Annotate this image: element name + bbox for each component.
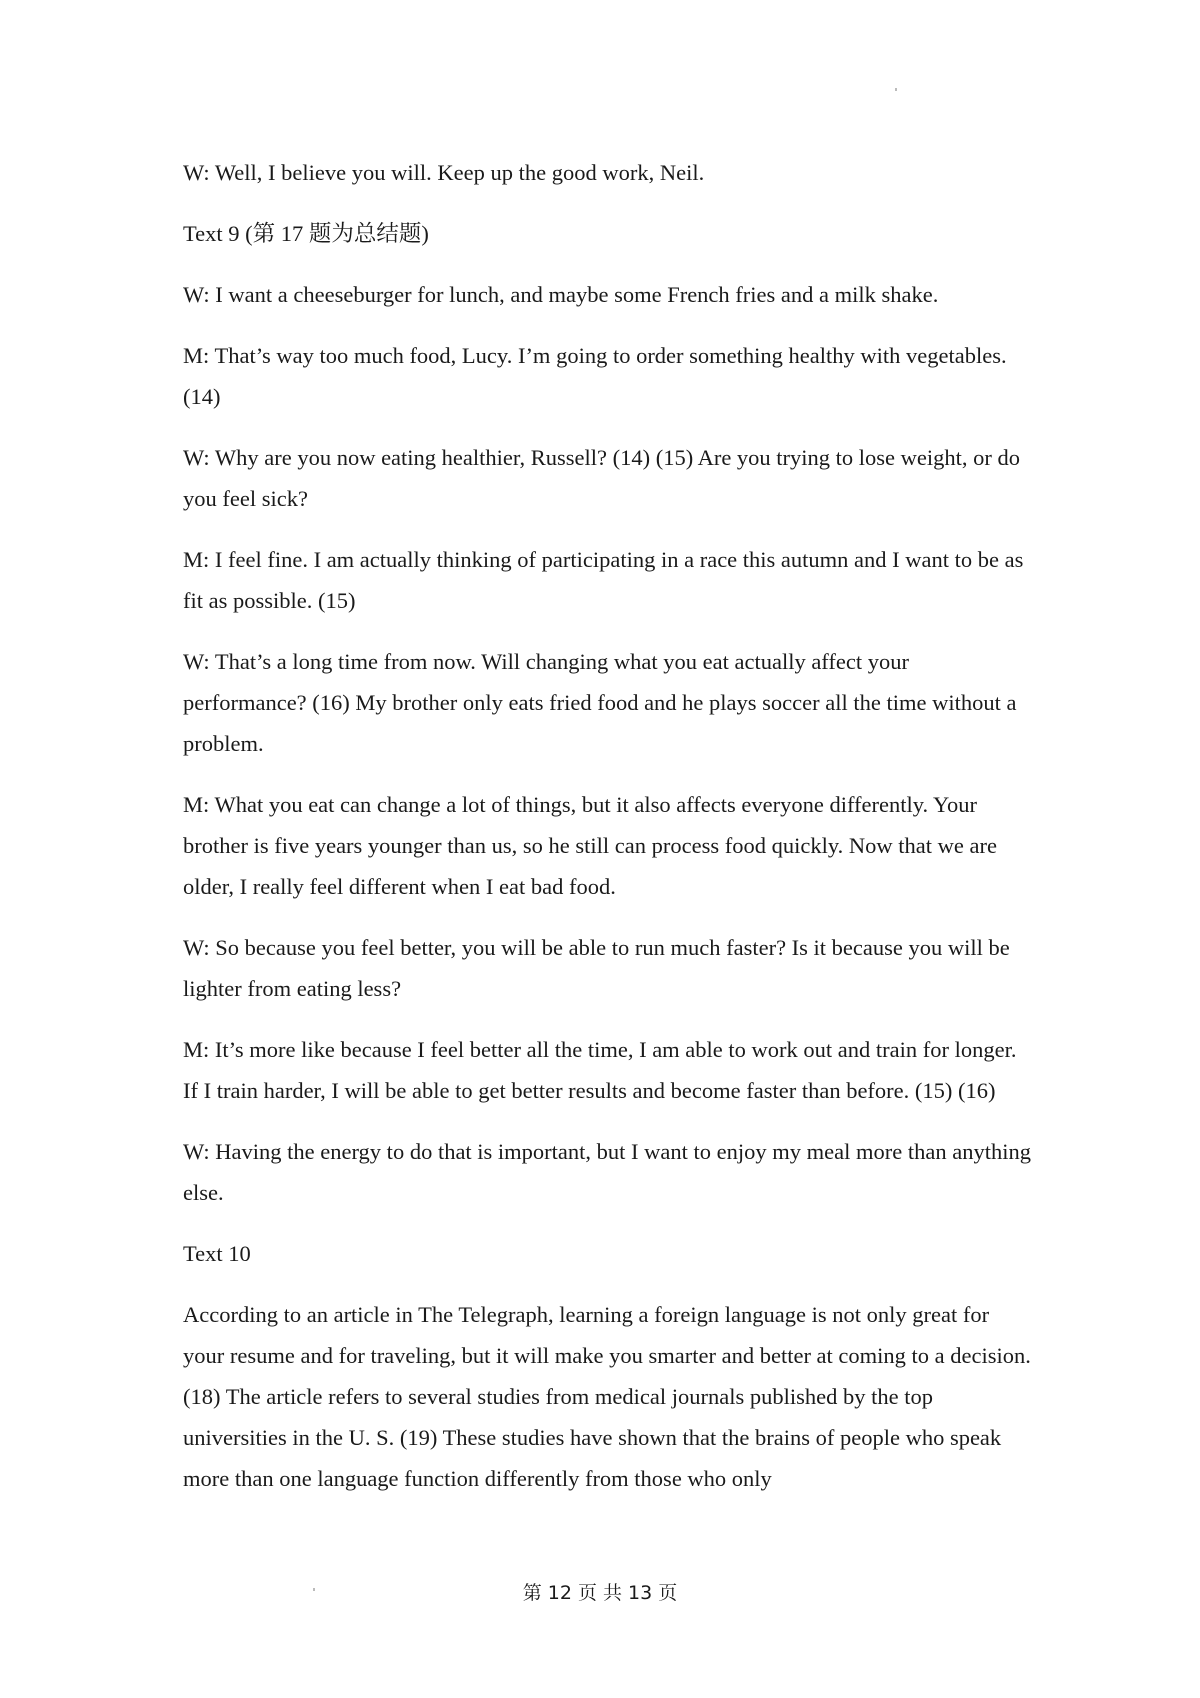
section-heading-text9: Text 9 (第 17 题为总结题) bbox=[183, 221, 429, 246]
dialogue-line: W: Well, I believe you will. Keep up the good work, Neil. bbox=[183, 160, 705, 185]
section-heading-text10: Text 10 bbox=[183, 1241, 251, 1266]
dialogue-line: M: That’s way too much food, Lucy. I’m going to order something healthy with vegetables. (14) bbox=[183, 343, 1007, 409]
page-number-footer: 第 12 页 共 13 页 bbox=[522, 1582, 678, 1604]
scan-speck bbox=[895, 88, 897, 91]
dialogue-line: W: Having the energy to do that is important, but I want to enjoy my meal more than anything else. bbox=[183, 1139, 1031, 1205]
document-body bbox=[183, 152, 1033, 1519]
dialogue-line: M: What you eat can change a lot of things, but it also affects everyone differently. Your brother is five years younger than us, so he still can process food quickly. Now that we are older, I really feel different when I eat bad food. bbox=[183, 792, 997, 899]
dialogue-line: M: I feel fine. I am actually thinking of participating in a race this autumn and I want to be as fit as possible. (15) bbox=[183, 547, 1024, 613]
dialogue-line: W: I want a cheeseburger for lunch, and maybe some French fries and a milk shake. bbox=[183, 282, 939, 307]
dialogue-line: W: Why are you now eating healthier, Russell? (14) (15) Are you trying to lose weight, or do you feel sick? bbox=[183, 445, 1021, 511]
dialogue-line: M: It’s more like because I feel better all the time, I am able to work out and train for longer. If I train harder, I will be able to get better results and become faster than before. (15) (16) bbox=[183, 1037, 1017, 1103]
passage-paragraph: According to an article in The Telegraph, learning a foreign language is not only great for your resume and for traveling, but it will make you smarter and better at coming to a decision. (18) The article refers to several studies from medical journals published by the top universities in the U. S. (19) These studies have shown that the brains of people who speak more than one language function differently from those who only bbox=[183, 1302, 1031, 1491]
dialogue-line: W: So because you feel better, you will be able to run much faster? Is it because you will be lighter from eating less? bbox=[183, 935, 1010, 1001]
dialogue-line: W: That’s a long time from now. Will changing what you eat actually affect your performance? (16) My brother only eats fried food and he plays soccer all the time without a problem. bbox=[183, 649, 1017, 756]
